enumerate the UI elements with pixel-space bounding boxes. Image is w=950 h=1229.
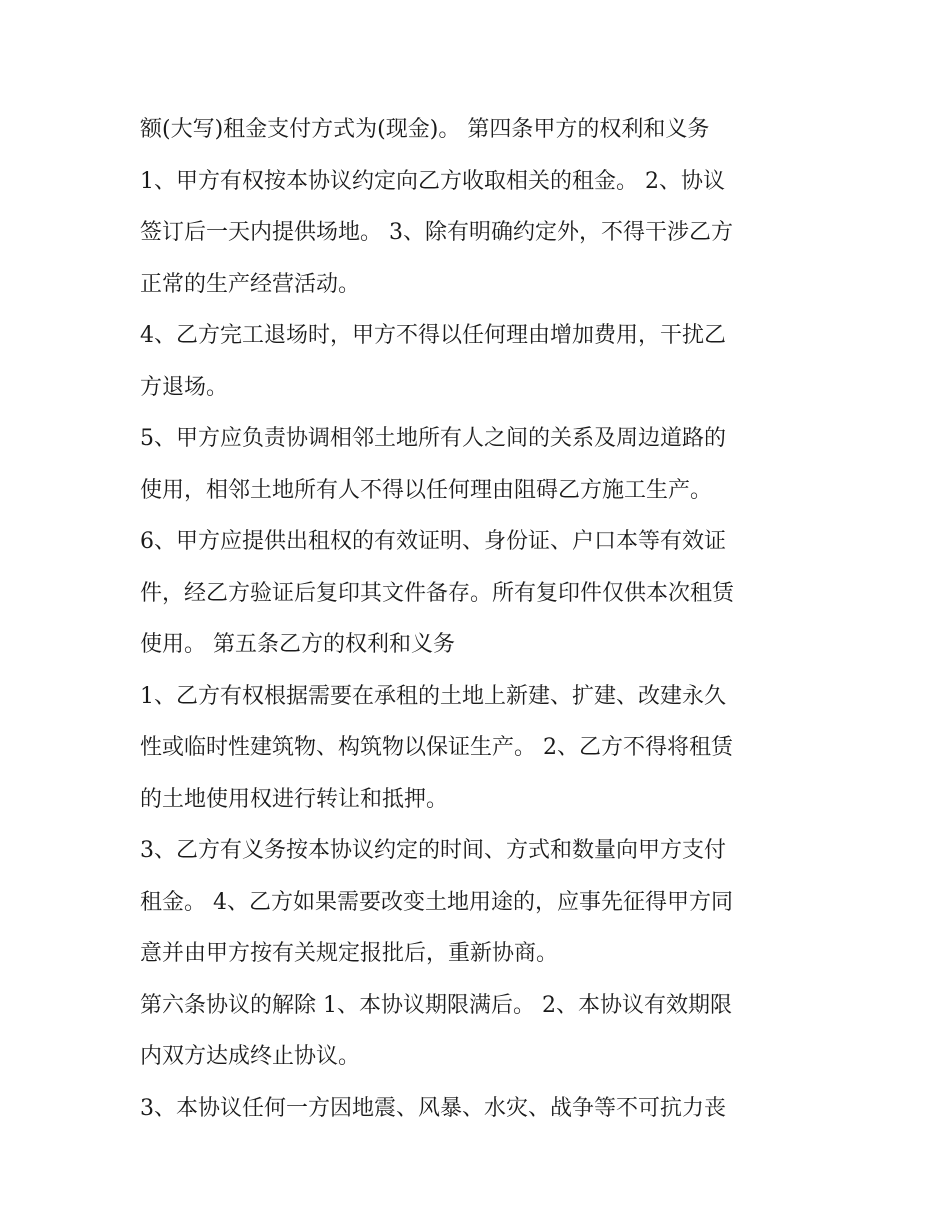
text-line: 使用。 第五条乙方的权利和义务 (140, 632, 455, 657)
text-line: 1、甲方有权按本协议约定向乙方收取相关的租金。 2、协议 (140, 168, 725, 194)
text-line: 签订后一天内提供场地。 3、除有明确约定外，不得干涉乙方 (140, 220, 733, 245)
text-line: 性或临时性建筑物、构筑物以保证生产。 2、乙方不得将租赁 (140, 735, 733, 760)
text-line: 使用，相邻土地所有人不得以任何理由阻碍乙方施工生产。 (140, 477, 713, 503)
text-line: 3、乙方有义务按本协议约定的时间、方式和数量向甲方支付 (140, 838, 726, 863)
text-line: 4、乙方完工退场时，甲方不得以任何理由增加费用，干扰乙 (140, 323, 726, 348)
text-line: 额(大写)租金支付方式为(现金)。 第四条甲方的权利和义务 (140, 117, 710, 142)
text-line: 件，经乙方验证后复印其文件备存。所有复印件仅供本次租赁 (140, 580, 735, 606)
document-body (140, 104, 820, 1134)
text-line: 5、甲方应负责协调相邻土地所有人之间的关系及周边道路的 (140, 426, 726, 451)
text-line: 3、本协议任何一方因地震、风暴、水灾、战争等不可抗力丧 (140, 1095, 726, 1121)
text-line: 1、乙方有权根据需要在承租的土地上新建、扩建、改建永久 (140, 683, 726, 709)
text-line: 意并由甲方按有关规定报批后，重新协商。 (140, 941, 559, 966)
text-line: 内双方达成终止协议。 (140, 1044, 361, 1069)
text-line: 租金。 4、乙方如果需要改变土地用途的，应事先征得甲方同 (140, 889, 733, 915)
text-line: 方退场。 (140, 374, 229, 400)
text-line: 6、甲方应提供出租权的有效证明、身份证、户口本等有效证 (140, 529, 726, 554)
text-line: 的土地使用权进行转让和抵押。 (140, 786, 449, 812)
text-line: 第六条协议的解除 1、本协议期限满后。 2、本协议有效期限 (140, 992, 732, 1018)
text-line: 正常的生产经营活动。 (140, 271, 361, 297)
